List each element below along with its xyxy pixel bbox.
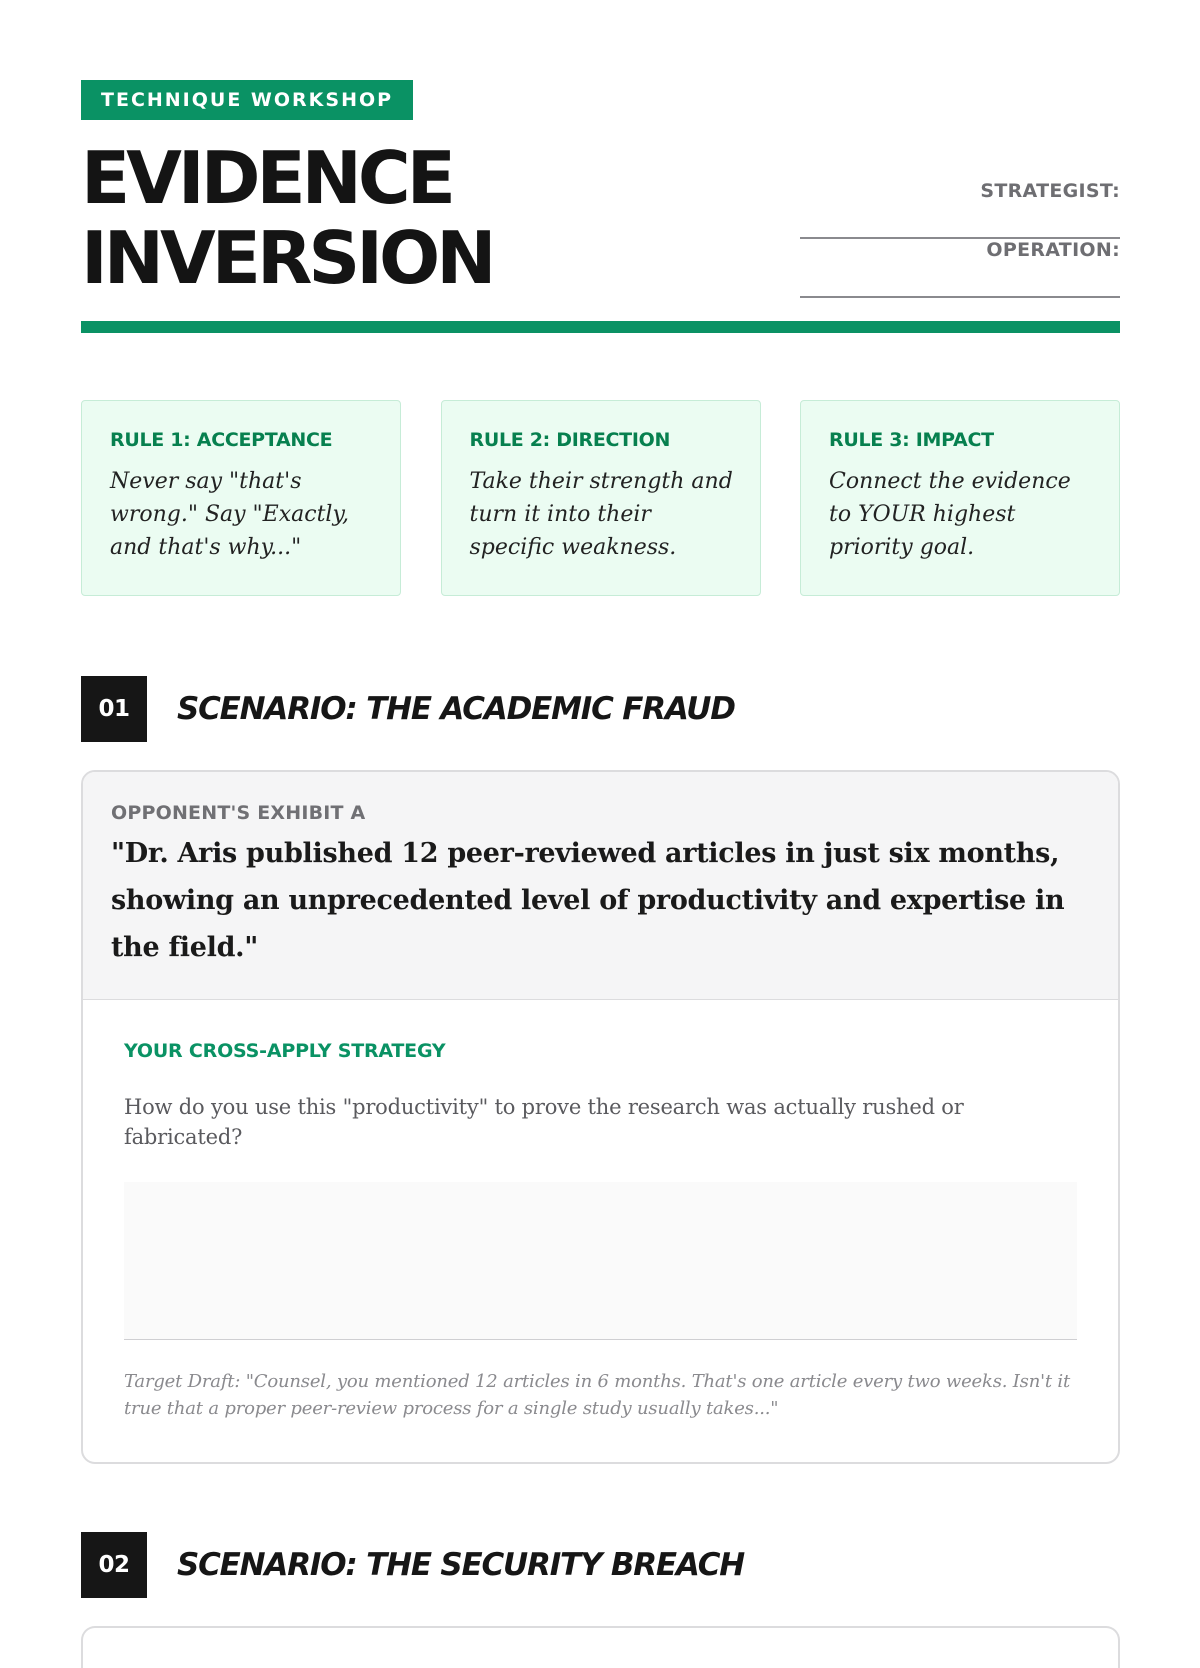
rule-text: Take their strength and turn it into their specific weakness. [469, 469, 733, 560]
scenario-header [81, 1532, 1120, 1598]
scenario-number: 01 [81, 676, 147, 742]
rule-card-impact [800, 400, 1120, 596]
rule-title: RULE 1: ACCEPTANCE [110, 429, 333, 451]
strategy-section [83, 1000, 1118, 1462]
rule-text: Connect the evidence to YOUR highest priority goal. [829, 469, 1071, 560]
rule-text: Never say "that's wrong." Say "Exactly, and that's why..." [110, 469, 349, 560]
rules-row [81, 400, 1120, 596]
worksheet-page [81, 80, 1120, 1668]
rule-card-direction [441, 400, 761, 596]
opponent-exhibit [83, 772, 1118, 1000]
strategist-field[interactable] [800, 180, 1120, 239]
rule-title: RULE 3: IMPACT [829, 429, 994, 451]
target-draft: Target Draft: "Counsel, you mentioned 12 articles in 6 months. That's one article every two weeks. Isn't it true that a proper peer-review process for a single study usually takes..." [124, 1371, 1071, 1419]
answer-input[interactable] [124, 1182, 1077, 1340]
scenario-title: SCENARIO: THE SECURITY BREACH [177, 1547, 745, 1583]
header-divider [81, 321, 1120, 333]
strategist-label: STRATEGIST: [980, 180, 1120, 202]
rule-card-acceptance [81, 400, 401, 596]
worksheet-header [81, 80, 1120, 335]
scenario-number: 02 [81, 1532, 147, 1598]
scenario-card [81, 1626, 1120, 1668]
strategy-label: YOUR CROSS-APPLY STRATEGY [124, 1040, 446, 1062]
strategy-question: How do you use this "productivity" to prove the research was actually rushed or fabricated? [124, 1095, 964, 1149]
scenario-header [81, 676, 1120, 742]
operation-field[interactable] [800, 239, 1120, 298]
workshop-badge: TECHNIQUE WORKSHOP [81, 80, 413, 120]
rule-title: RULE 2: DIRECTION [469, 429, 671, 451]
operation-label: OPERATION: [986, 239, 1120, 261]
page-title-line-2: INVERSION [81, 216, 493, 300]
scenario-card [81, 770, 1120, 1464]
exhibit-label: OPPONENT'S EXHIBIT A [111, 802, 366, 824]
exhibit-quote: "Dr. Aris published 12 peer-reviewed articles in just six months, showing an unprecedented level of productivity and expertise in the field." [111, 838, 1065, 963]
page-title-line-1: EVIDENCE [81, 136, 452, 220]
scenario-title: SCENARIO: THE ACADEMIC FRAUD [177, 691, 735, 727]
meta-fields [800, 180, 1120, 298]
